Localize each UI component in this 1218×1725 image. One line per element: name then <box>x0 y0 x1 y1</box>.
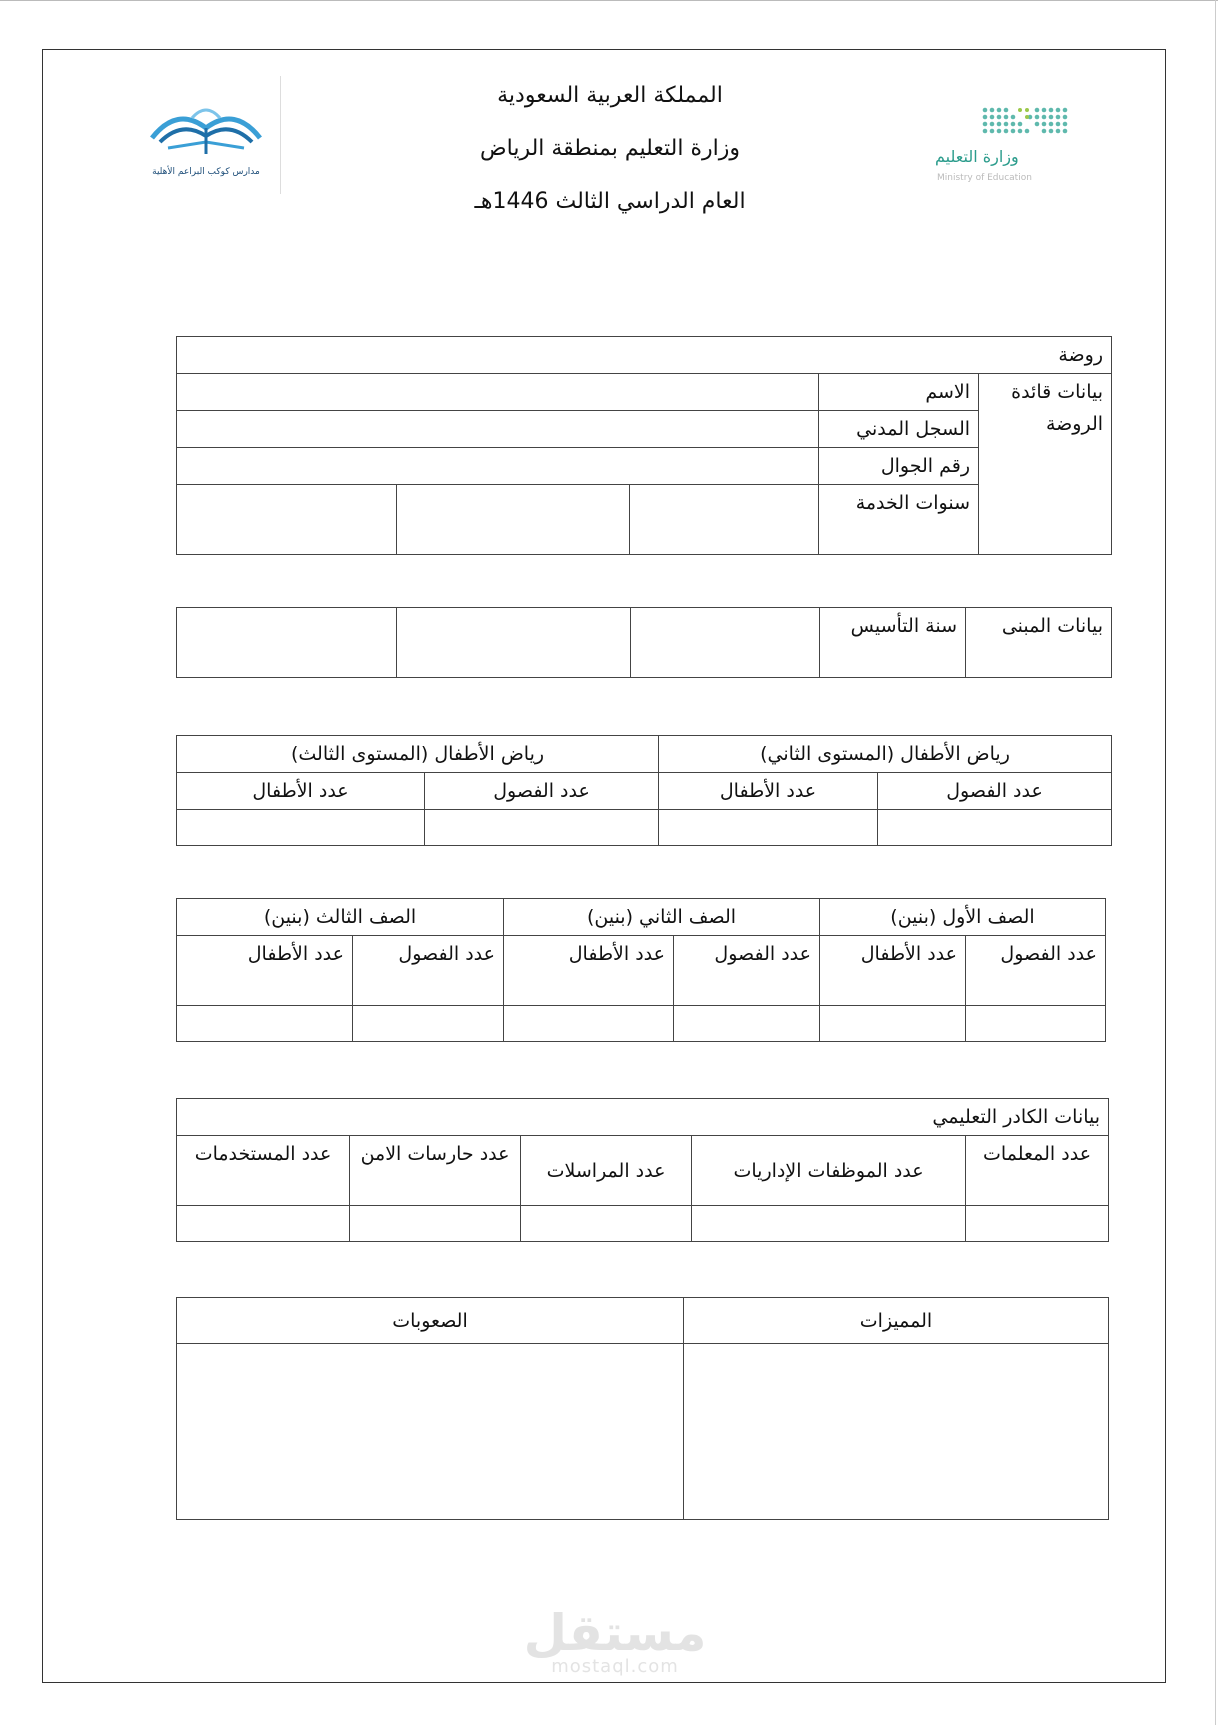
field-name-label: الاسم <box>819 374 979 411</box>
school-logo <box>132 76 281 194</box>
kg-level-3-children-value[interactable] <box>177 810 425 846</box>
workers-count-value[interactable] <box>177 1206 350 1242</box>
field-civil-id-value[interactable] <box>177 411 819 448</box>
founding-year-value-2[interactable] <box>397 608 631 678</box>
grades-table <box>176 898 1106 1042</box>
grade-1-classes-value[interactable] <box>966 1006 1106 1042</box>
founding-year-label: سنة التأسيس <box>820 608 966 678</box>
admin-staff-count-header: عدد الموظفات الإداريات <box>692 1136 966 1206</box>
ministry-logo-arabic: وزارة التعليم <box>935 147 1019 166</box>
page-edge-top <box>0 0 1218 1</box>
grade-3-classes-value[interactable] <box>353 1006 504 1042</box>
teachers-count-value[interactable] <box>966 1206 1109 1242</box>
grade-2-classes-header: عدد الفصول <box>674 936 820 1006</box>
kg-level-2-header: رياض الأطفال (المستوى الثاني) <box>659 736 1112 773</box>
field-civil-id-label: السجل المدني <box>819 411 979 448</box>
field-service-years-value-2[interactable] <box>397 485 630 555</box>
messengers-count-header: عدد المراسلات <box>521 1136 692 1206</box>
admin-staff-count-value[interactable] <box>692 1206 966 1242</box>
staff-table <box>176 1098 1109 1242</box>
grade-3-header: الصف الثالث (بنين) <box>177 899 504 936</box>
teachers-count-header: عدد المعلمات <box>966 1136 1109 1206</box>
school-logo-text: مدارس كوكب البراعم الأهلية <box>152 167 260 177</box>
field-mobile-value[interactable] <box>177 448 819 485</box>
kg-level-3-classes-value[interactable] <box>425 810 659 846</box>
security-guards-count-value[interactable] <box>350 1206 521 1242</box>
open-book-icon <box>132 76 280 194</box>
founding-year-value-1[interactable] <box>631 608 820 678</box>
strengths-header: المميزات <box>684 1298 1109 1344</box>
header-ministry: وزارة التعليم بمنطقة الرياض <box>480 136 740 161</box>
kg-level-3-header: رياض الأطفال (المستوى الثالث) <box>177 736 659 773</box>
page-edge-right <box>1215 0 1216 1725</box>
field-mobile-label: رقم الجوال <box>819 448 979 485</box>
security-guards-count-header: عدد حارسات الامن <box>350 1136 521 1206</box>
building-section-label: بيانات المبنى <box>966 608 1112 678</box>
kg-level-2-children-header: عدد الأطفال <box>659 773 878 810</box>
grade-1-children-value[interactable] <box>820 1006 966 1042</box>
grade-2-children-header: عدد الأطفال <box>504 936 674 1006</box>
difficulties-value[interactable] <box>177 1344 684 1520</box>
kg-level-3-children-header: عدد الأطفال <box>177 773 425 810</box>
grade-2-classes-value[interactable] <box>674 1006 820 1042</box>
field-service-years-value-3[interactable] <box>177 485 397 555</box>
grade-1-classes-header: عدد الفصول <box>966 936 1106 1006</box>
kindergarten-title: روضة <box>177 337 1112 374</box>
kg-level-2-classes-value[interactable] <box>878 810 1112 846</box>
difficulties-header: الصعوبات <box>177 1298 684 1344</box>
grade-3-classes-header: عدد الفصول <box>353 936 504 1006</box>
leader-section-label: بيانات قائدة الروضة <box>979 374 1112 555</box>
header-country: المملكة العربية السعودية <box>497 83 723 108</box>
grade-3-children-value[interactable] <box>177 1006 353 1042</box>
watermark-arabic: مستقل <box>523 1604 707 1662</box>
field-name-value[interactable] <box>177 374 819 411</box>
strengths-value[interactable] <box>684 1344 1109 1520</box>
grade-1-children-header: عدد الأطفال <box>820 936 966 1006</box>
founding-year-value-3[interactable] <box>177 608 397 678</box>
mostaql-watermark <box>520 1604 710 1677</box>
field-service-years-value-1[interactable] <box>630 485 819 555</box>
grade-1-header: الصف الأول (بنين) <box>820 899 1106 936</box>
kg-levels-table <box>176 735 1112 846</box>
grade-2-children-value[interactable] <box>504 1006 674 1042</box>
ministry-dots-icon <box>925 100 1085 200</box>
building-data-table <box>176 607 1112 678</box>
watermark-english: mostaql.com <box>551 1656 679 1677</box>
grade-3-children-header: عدد الأطفال <box>177 936 353 1006</box>
workers-count-header: عدد المستخدمات <box>177 1136 350 1206</box>
ministry-logo <box>925 100 1085 200</box>
kg-level-2-children-value[interactable] <box>659 810 878 846</box>
messengers-count-value[interactable] <box>521 1206 692 1242</box>
document-header <box>400 82 820 241</box>
kg-level-3-classes-header: عدد الفصول <box>425 773 659 810</box>
leader-data-table <box>176 336 1112 555</box>
header-year: العام الدراسي الثالث 1446هـ <box>474 189 746 214</box>
summary-table <box>176 1297 1109 1520</box>
field-service-years-label: سنوات الخدمة <box>819 485 979 555</box>
grade-2-header: الصف الثاني (بنين) <box>504 899 820 936</box>
kg-level-2-classes-header: عدد الفصول <box>878 773 1112 810</box>
staff-section-title: بيانات الكادر التعليمي <box>177 1099 1109 1136</box>
ministry-logo-english: Ministry of Education <box>937 173 1032 183</box>
